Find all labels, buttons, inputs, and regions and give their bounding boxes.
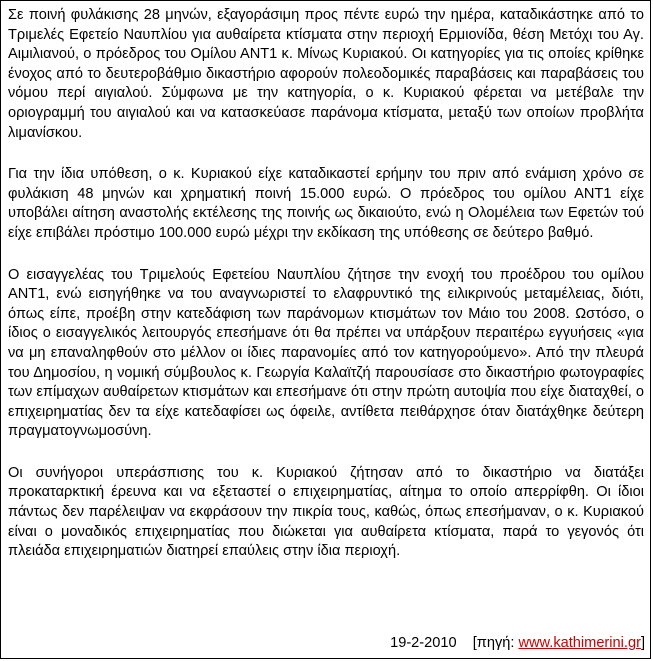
- source-credit: [473, 635, 645, 651]
- article-paragraph-3: Ο εισαγγελέας του Τριμελούς Εφετείου Ναυπλίου ζήτησε την ενοχή του προέδρου του ομίλου ΑΝΤ1, ενώ εισηγήθηκε να του αναγνωριστεί το ελαφρυντικό της ειλικρινούς μεταμέλειας, διότι, όπως είπε, προέβη στην κατεδάφιση των παράνομων κτισμάτων τον Μάιο του 2008. Ωστόσο, ο ίδιος ο εισαγγελικός λειτουργός επεσήμανε ότι θα πρέπει να υπάρξουν περαιτέρω εγγυήσεις «για να μη επαναληφθούν στο μέλλον οι ίδιες παρανομίες από τον κατηγορούμενο». Από την πλευρά του Δημοσίου, η νομική σύμβουλος κ. Γεωργία Καλαϊτζή παρουσίασε στο δικαστήριο φωτογραφίες των επίμαχων αυθαίρετων κτισμάτων και επεσήμανε ότι στην πρώτη αυτοψία που είχε διαταχθεί, ο επιχειρηματίας δεν τα είχε κατεδαφίσει ως όφειλε, αντίθετα πειθάρχησε όταν διατάχθηκε δεύτερη πραγματογνωμοσύνη.: [8, 266, 644, 440]
- article-body: [8, 6, 644, 584]
- article-footer: [8, 633, 645, 653]
- source-suffix: ]: [640, 635, 645, 651]
- source-prefix: [πηγή:: [472, 635, 519, 651]
- article-paragraph-4: Οι συνήγοροι υπεράσπισης του κ. Κυριακού ζήτησαν από το δικαστήριο να διατάξει προκαταρκτική έρευνα και να εξεταστεί ο επιχειρηματίας, αίτημα το οποίο απερρίφθη. Οι ίδιοι πάντως δεν παρέλειψαν να εκφράσουν την πικρία τους, καθώς, όπως επεσήμαναν, ο κ. Κυριακού είναι ο μοναδικός επιχειρηματίας που διώκεται για αυθαίρετα κτίσματα, παρά το γεγονός ότι πλειάδα επιχειρηματιών διατηρεί επαύλεις στην ίδια περιοχή.: [8, 464, 644, 560]
- article-paragraph-1: Σε ποινή φυλάκισης 28 μηνών, εξαγοράσιμη προς πέντε ευρώ την ημέρα, καταδικάστηκε από το Τριμελές Εφετείο Ναυπλίου για αυθαίρετα κτίσματα στην περιοχή Ερμιονίδα, θέση Μετόχι του Αγ. Αιμιλιανού, ο πρόεδρος του Ομίλου ΑΝΤ1 κ. Μίνως Κυριακού. Οι κατηγορίες για τις οποίες κρίθηκε ένοχος από το δευτεροβάθμιο δικαστήριο αφορούν πολεοδομικές παραβάσεις και παραβάσεις του νόμου περί αιγιαλού. Σύμφωνα με την κατηγορία, ο κ. Κυριακού φέρεται να μετέβαλε την οριογραμμή του αιγιαλού και να κατασκεύασε παράνομα κτίσματα, μεταξύ των οποίων προβλήτα λιμανίσκου.: [8, 7, 644, 141]
- publication-date: 19-2-2010: [390, 635, 457, 651]
- article-paragraph-2: Για την ίδια υπόθεση, ο κ. Κυριακού είχε καταδικαστεί ερήμην του πριν από ενάμιση χρόνο σε φυλάκιση 48 μηνών και χρηματική ποινή 15.000 ευρώ. Ο πρόεδρος του ομίλου ΑΝΤ1 είχε υποβάλει αίτηση αναστολής εκτέλεσης της ποινής ως δικαιούτο, ενώ η Ολομέλεια των Εφετών τού είχε επιβάλει πρόστιμο 100.000 ευρώ μέχρι την εκδίκαση της υπόθεσης σε δεύτερο βαθμό.: [8, 166, 644, 241]
- source-link[interactable]: www.kathimerini.gr: [518, 635, 641, 651]
